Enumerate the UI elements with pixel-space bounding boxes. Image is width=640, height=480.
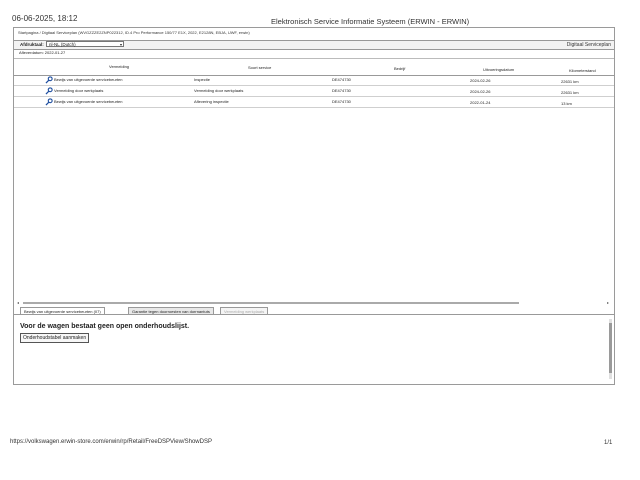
table-row[interactable]: [14, 75, 614, 86]
cell-km: 13 km: [561, 101, 572, 106]
cell-datum: 2024-02-26: [470, 78, 491, 83]
tab-divider: [14, 314, 614, 315]
cell-vermelding: Vermelding door werkplaats: [54, 88, 104, 93]
col-soort-service[interactable]: Soort service: [248, 65, 272, 70]
scroll-left-icon[interactable]: ◂: [17, 300, 20, 305]
language-label: Afdruktaal:: [20, 42, 44, 47]
scrollbar-thumb[interactable]: [23, 302, 519, 304]
breadcrumb[interactable]: Startpagina / Digitaal Serviceplan (WVGZZZE2ZNP022312, ID.4 Pro Performance 150/77 E1X, 2022, E2128N, EBJA, UWF, erwin): [18, 30, 250, 35]
scroll-right-icon[interactable]: ▸: [606, 300, 609, 305]
cell-bedrijf: DE474730: [332, 88, 351, 93]
table-row[interactable]: [14, 97, 614, 108]
language-bar: [14, 40, 614, 50]
wrench-icon[interactable]: [45, 76, 53, 84]
col-kilometerstand[interactable]: Kilometerstand: [569, 68, 596, 73]
cell-vermelding: Bewijs van uitgevoerde servicebeurten: [54, 77, 123, 82]
language-selected-value: nl-NL (Dutch): [49, 42, 76, 47]
cell-datum: 2024-02-26: [470, 89, 491, 94]
plan-title: Digitaal Serviceplan: [566, 42, 611, 48]
aflever-date: Afleverdatum: 2022-01-27: [19, 50, 66, 55]
scrollbar-thumb[interactable]: [609, 323, 612, 373]
cell-datum: 2022-01-24: [470, 100, 491, 105]
tab-garantie-doorroesten[interactable]: Garantie tegen doorroesten van dorrnantuts: [128, 307, 214, 315]
cell-soort: Vermelding door werkplaats: [194, 88, 244, 93]
tab-vermelding-werkplaats: Vermelding werkplaats: [220, 307, 268, 315]
service-plan-window: [13, 27, 615, 385]
language-select[interactable]: [46, 41, 124, 47]
wrench-icon[interactable]: [45, 87, 53, 95]
cell-soort: Inspectie: [194, 77, 211, 82]
cell-bedrijf: DE474730: [332, 99, 351, 104]
tab-uitgevoerde-servicebeurten[interactable]: Bewijs van uitgevoerde servicebeurten (07): [20, 307, 105, 315]
cell-vermelding: Bewijs van uitgevoerde servicebeurten: [54, 99, 123, 104]
maintenance-panel: [14, 317, 614, 383]
col-bedrijf[interactable]: Bedrijf: [394, 66, 406, 71]
chevron-down-icon[interactable]: ▾: [119, 42, 122, 47]
print-datetime: 06-06-2025, 18:12: [12, 14, 78, 23]
horizontal-scrollbar[interactable]: [17, 301, 609, 306]
print-url: https://volkswagen.erwin-store.com/erwin/rp/Retail/FreeDSPView/ShowDSP: [10, 439, 212, 445]
table-row[interactable]: [14, 86, 614, 97]
create-maintenance-table-button[interactable]: Onderhoudstabel aanmaken: [20, 333, 89, 343]
no-maintenance-message: Voor de wagen bestaat geen open onderhoudslijst.: [20, 323, 190, 330]
table-header: [14, 58, 614, 76]
cell-km: 22631 km: [561, 90, 579, 95]
print-title: Elektronisch Service Informatie Systeem (ERWIN - ERWIN): [271, 17, 470, 26]
vertical-scrollbar[interactable]: [609, 319, 612, 379]
cell-km: 22631 km: [561, 79, 579, 84]
cell-bedrijf: DE474730: [332, 77, 351, 82]
print-page-number: 1/1: [604, 440, 613, 446]
col-uitvoeringsdatum[interactable]: Uitvoeringsdatum: [483, 67, 515, 72]
cell-soort: Aflevering inspectie: [194, 99, 229, 104]
wrench-icon[interactable]: [45, 98, 53, 106]
col-vermelding[interactable]: Vermelding: [109, 64, 130, 69]
